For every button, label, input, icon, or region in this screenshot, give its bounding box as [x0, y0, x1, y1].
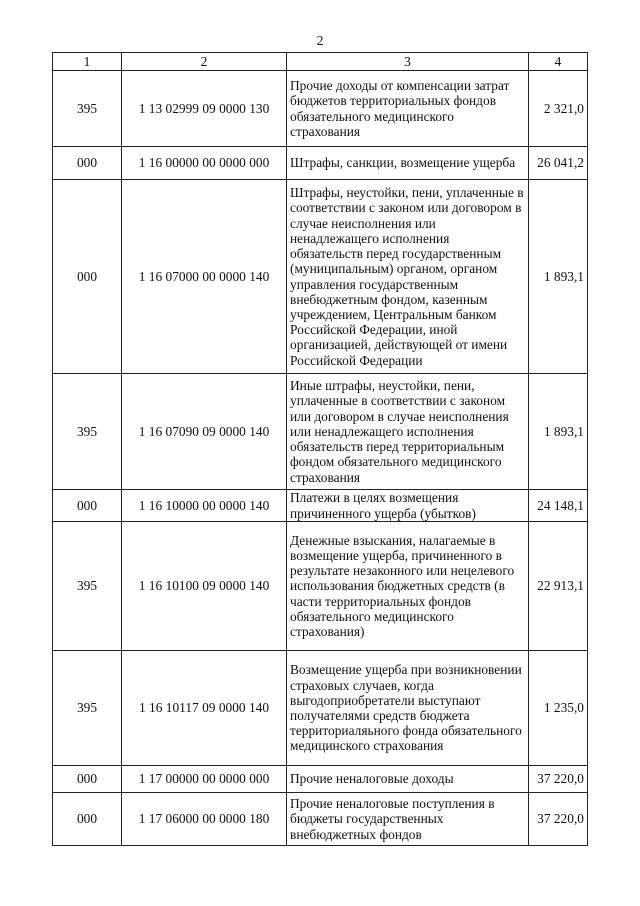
amount-cell: 24 148,1	[529, 490, 588, 522]
table-row	[53, 180, 588, 374]
budget-code-cell: 1 16 10000 00 0000 140	[122, 490, 287, 522]
admin-code-cell: 000	[53, 180, 122, 374]
budget-code-cell: 1 13 02999 09 0000 130	[122, 71, 287, 147]
admin-code-cell: 000	[53, 766, 122, 793]
page-number: 2	[316, 34, 324, 49]
column-header-2: 2	[122, 53, 287, 71]
budget-code-cell: 1 16 10117 09 0000 140	[122, 651, 287, 766]
revenue-name-cell: Денежные взыскания, налагаемые в возмещение ущерба, причиненного в результате незаконного или нецелевого использования бюджетных средств (в части территориальных фондов обязательного медицинского страхования)	[287, 522, 529, 651]
column-header-3: 3	[287, 53, 529, 71]
revenue-table	[52, 52, 588, 846]
column-header-1: 1	[53, 53, 122, 71]
amount-cell: 2 321,0	[529, 71, 588, 147]
budget-code-cell: 1 16 07090 09 0000 140	[122, 374, 287, 490]
table-row	[53, 147, 588, 180]
table-row	[53, 522, 588, 651]
table-row	[53, 651, 588, 766]
amount-cell: 22 913,1	[529, 522, 588, 651]
revenue-name-cell: Возмещение ущерба при возникновении страховых случаев, когда выгодоприобретатели выступают получателями средств бюджета территориаляьного фонда обязательного медицинского страхования	[287, 651, 529, 766]
admin-code-cell: 000	[53, 147, 122, 180]
revenue-name-cell: Прочие неналоговые доходы	[287, 766, 529, 793]
revenue-name-cell: Иные штрафы, неустойки, пени, уплаченные в соответствии с законом или договором в случае неисполнения или ненадлежащего исполнения обязательств перед территориальным фондом обязательного медицинского страхования	[287, 374, 529, 490]
revenue-name-cell: Прочие доходы от компенсации затрат бюджетов территориальных фондов обязательного медицинского страхования	[287, 71, 529, 147]
budget-code-cell: 1 16 00000 00 0000 000	[122, 147, 287, 180]
amount-cell: 26 041,2	[529, 147, 588, 180]
table-row	[53, 766, 588, 793]
admin-code-cell: 395	[53, 71, 122, 147]
amount-cell: 1 893,1	[529, 374, 588, 490]
budget-code-cell: 1 17 00000 00 0000 000	[122, 766, 287, 793]
table-header-row	[53, 53, 588, 71]
budget-code-cell: 1 16 10100 09 0000 140	[122, 522, 287, 651]
revenue-name-cell: Штрафы, неустойки, пени, уплаченные в соответствии с законом или договором в случае неисполнения или ненадлежащего исполнения обязательств перед государственным (муниципальным) органом, органом управления государственным внебюджетным фондом, казенным учреждением, Центральным банком Российской Федерации, иной организацией, действующей от имени Российской Федерации	[287, 180, 529, 374]
revenue-name-cell: Прочие неналоговые поступления в бюджеты государственных внебюджетных фондов	[287, 793, 529, 846]
admin-code-cell: 000	[53, 793, 122, 846]
admin-code-cell: 395	[53, 522, 122, 651]
amount-cell: 1 235,0	[529, 651, 588, 766]
table-row	[53, 71, 588, 147]
table-row	[53, 490, 588, 522]
budget-code-cell: 1 17 06000 00 0000 180	[122, 793, 287, 846]
admin-code-cell: 395	[53, 651, 122, 766]
amount-cell: 37 220,0	[529, 766, 588, 793]
admin-code-cell: 395	[53, 374, 122, 490]
revenue-name-cell: Штрафы, санкции, возмещение ущерба	[287, 147, 529, 180]
revenue-name-cell: Платежи в целях возмещения причиненного ущерба (убытков)	[287, 490, 529, 522]
amount-cell: 1 893,1	[529, 180, 588, 374]
amount-cell: 37 220,0	[529, 793, 588, 846]
column-header-4: 4	[529, 53, 588, 71]
table-row	[53, 374, 588, 490]
admin-code-cell: 000	[53, 490, 122, 522]
table-row	[53, 793, 588, 846]
budget-code-cell: 1 16 07000 00 0000 140	[122, 180, 287, 374]
